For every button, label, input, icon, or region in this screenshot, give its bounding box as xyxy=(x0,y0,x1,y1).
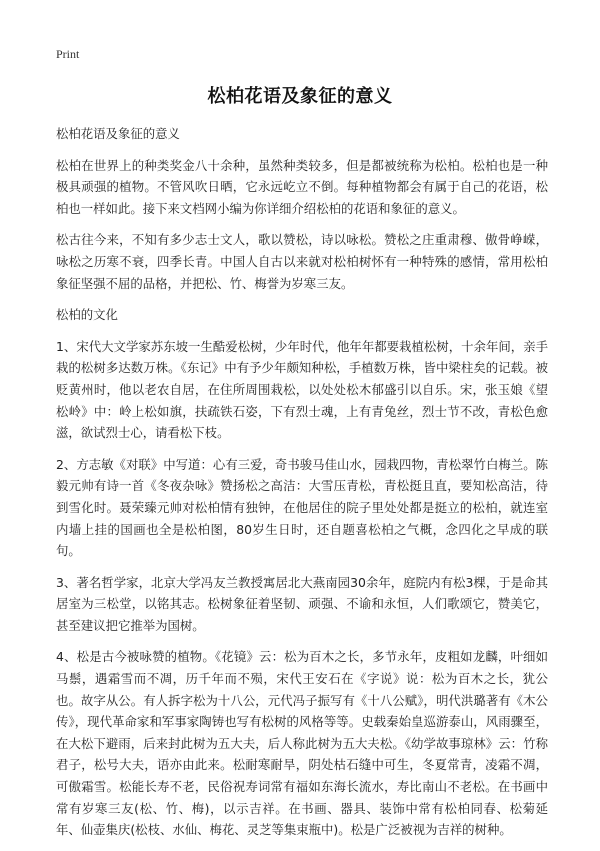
section-heading-meaning: 松柏花语及象征的意义 xyxy=(56,126,180,141)
print-label: Print xyxy=(56,47,80,61)
article-body xyxy=(56,123,548,851)
section-heading-culture: 松柏的文化 xyxy=(56,307,118,323)
paragraph: 4、松是古今被咏赞的植物。《花镜》云：松为百木之长，多节永年，皮粗如龙麟，叶细如马鬃，遇霜雪而不凋，历千年而不殒，宋代王安石在《字说》说：松为百木之长，犹公也。故字从公。有人拆字松为十八公，元代冯子振写有《十八公赋》，明代洪璐著有《木公传》，现代革命家和军事家陶铸也写有松树的风格等等。史载秦始皇巡游泰山，风雨骤至，在大松下避雨，后来封此树为五大夫，后人称此树为五大夫松。《幼学故事琼林》云：竹称君子，松号大夫，语亦由此来。松耐寒耐旱，阴处枯石缝中可生，冬夏常青，凌霜不凋，可傲霜雪。松能长寿不老，民俗祝寿词常有福如东海长流水，寿比南山不老松。在书画中常有岁寒三友(松、竹、梅)，以示吉祥。在书画、器具、装饰中常有松柏同春、松菊延年、仙壶集庆(松枝、水仙、梅花、灵芝等集束瓶中)。松是广泛被视为吉祥的树种。 xyxy=(56,649,548,838)
page-title: 松柏花语及象征的意义 xyxy=(207,86,393,107)
paragraph: 松柏在世界上的种类奖金八十余种，虽然种类较多，但是都被统称为松柏。松柏也是一种极具顽强的植物。不管风吹日晒，它永远屹立不倒。每种植物都会有属于自己的花语，松柏也一样如此。接下来文档网小编为你详细介绍松柏的花语和象征的意义。 xyxy=(56,157,548,216)
paragraph: 松古往今来，不知有多少志士文人，歌以赞松，诗以咏松。赞松之庄重肃穆、傲骨峥嵘，咏松之历寒不衰，四季长青。中国人自古以来就对松柏树怀有一种特殊的感情，常用松柏象征坚强不屈的品格，并把松、竹、梅誉为岁寒三友。 xyxy=(56,232,548,291)
paragraph: 3、著名哲学家，北京大学冯友兰教授寓居北大燕南园30余年，庭院内有松3棵，于是命其居室为三松堂，以铭其志。松树象征着坚韧、顽强、不谕和永恒，人们歌颂它，赞美它，甚至建议把它推举为国树。 xyxy=(56,574,548,633)
paragraph: 1、宋代大文学家苏东坡一生酷爱松树，少年时代，他年年都要栽植松树，十余年间，亲手栽的松树多达数万株。《东记》中有予少年颇知种松，手植数万株，皆中梁柱矣的记载。被贬黄州时，他以老农自居，在住所周围栽松，以处处松木郁盛引以自乐。宋，张玉娘《望松岭》中：岭上松如旗，扶疏铁石姿，下有烈士魂，上有青兔丝，烈士节不改，青松色愈滋，欲试烈士心，请看松下枝。 xyxy=(56,338,548,441)
paragraph: 2、方志敏《对联》中写道：心有三爱，奇书骏马佳山水，园栽四物，青松翠竹白梅兰。陈毅元帅有诗一首《冬夜杂咏》赞扬松之高洁：大雪压青松，青松挺且直，要知松高洁，待到雪化时。聂荣臻元帅对松柏情有独钟，在他居住的院子里处处都是挺立的松柏，就连室内墙上挂的国画也全是松柏图，80岁生日时，还自题喜松柏之气概，念四化之早成的联句。 xyxy=(56,456,548,559)
